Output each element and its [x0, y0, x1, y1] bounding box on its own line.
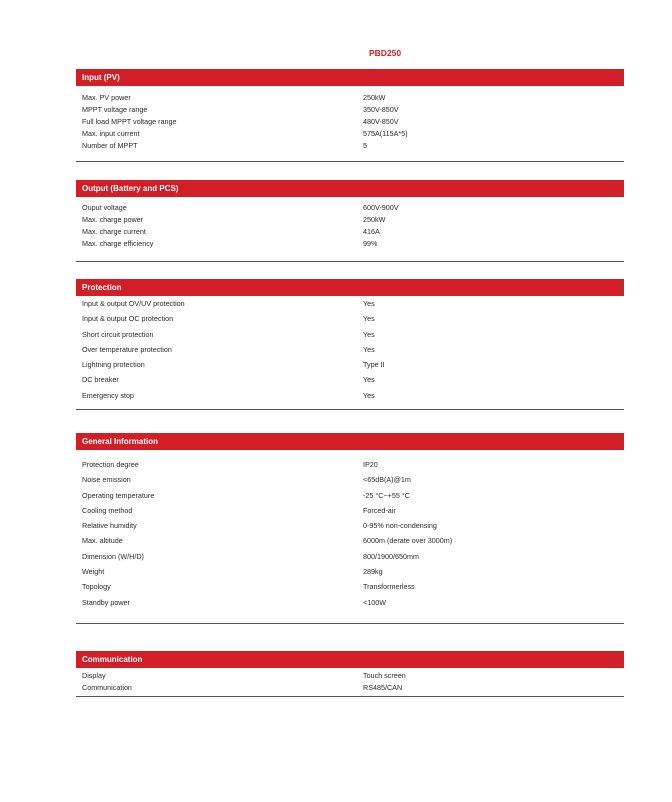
- spec-label: Full load MPPT voltage range: [82, 117, 177, 126]
- spec-row: [76, 533, 624, 548]
- spec-row: [76, 104, 624, 116]
- spec-table: [76, 197, 624, 262]
- spec-label: Max. charge power: [82, 215, 144, 224]
- spec-table: [76, 296, 624, 410]
- section-title: Communication: [76, 651, 624, 668]
- spec-label: Number of MPPT: [82, 141, 138, 150]
- spec-value: 416A: [363, 227, 380, 236]
- section-title: Input (PV): [76, 69, 624, 86]
- spec-row: [76, 564, 624, 579]
- spec-row: [76, 503, 624, 518]
- spec-label: Standby power: [82, 597, 130, 607]
- spec-value: Yes: [363, 344, 375, 354]
- spec-value: Yes: [363, 329, 375, 339]
- spec-value: 99%: [363, 239, 378, 248]
- spec-value: -25 °C~+55 °C: [363, 490, 410, 500]
- spec-value: 350V-850V: [363, 105, 399, 114]
- spec-value: Yes: [363, 390, 375, 400]
- spec-row: [76, 226, 624, 238]
- spec-row: [76, 595, 624, 610]
- model-name: PBD250: [369, 48, 402, 58]
- spec-row: [76, 682, 624, 694]
- section-general-information: [76, 433, 624, 624]
- spec-value: Touch screen: [363, 671, 406, 680]
- spec-value: 250kW: [363, 93, 386, 102]
- spec-row: [76, 92, 624, 104]
- spec-label: Lightning protection: [82, 360, 145, 370]
- spec-label: Max. input current: [82, 129, 140, 138]
- spec-label: Max. charge current: [82, 227, 146, 236]
- spec-label: Input & output OC protection: [82, 314, 174, 324]
- spec-label: DC breaker: [82, 375, 119, 385]
- spec-table: [76, 668, 624, 697]
- spec-row: [76, 357, 624, 372]
- spec-label: Max. charge efficiency: [82, 239, 154, 248]
- spec-row: [76, 327, 624, 342]
- spec-row: [76, 202, 624, 214]
- spec-label: MPPT voltage range: [82, 105, 148, 114]
- spec-label: Weight: [82, 567, 105, 577]
- spec-label: Relative humidity: [82, 521, 137, 531]
- section-input-pv: [76, 69, 624, 162]
- spec-label: Max. PV power: [82, 93, 131, 102]
- spec-value: 250kW: [363, 215, 386, 224]
- spec-row: [76, 488, 624, 503]
- spec-label: Operating temperature: [82, 490, 155, 500]
- spec-row: [76, 311, 624, 326]
- spec-value: RS485/CAN: [363, 683, 403, 692]
- spec-row: [76, 140, 624, 152]
- spec-label: Display: [82, 671, 106, 680]
- spec-label: Over temperature protection: [82, 344, 172, 354]
- spec-row: [76, 457, 624, 472]
- spec-value: 480V-850V: [363, 117, 399, 126]
- spec-row: [76, 342, 624, 357]
- spec-value: 289kg: [363, 567, 383, 577]
- spec-label: Dimension (W/H/D): [82, 551, 144, 561]
- spec-label: Ouput voltage: [82, 203, 127, 212]
- spec-label: Short circuit protection: [82, 329, 154, 339]
- spec-value: Yes: [363, 299, 375, 308]
- spec-row: [76, 388, 624, 403]
- spec-label: Protection degree: [82, 460, 139, 469]
- spec-value: Yes: [363, 375, 375, 385]
- spec-label: Communication: [82, 683, 132, 692]
- spec-row: [76, 472, 624, 487]
- spec-value: IP20: [363, 460, 378, 469]
- spec-row: [76, 214, 624, 226]
- spec-row: [76, 579, 624, 594]
- spec-label: Topology: [82, 582, 111, 592]
- spec-label: Max. altitude: [82, 536, 123, 546]
- spec-row: [76, 128, 624, 140]
- spec-value: 575A(115A*5): [363, 129, 408, 138]
- spec-row: [76, 116, 624, 128]
- spec-value: Transformerless: [363, 582, 415, 592]
- spec-value: Yes: [363, 314, 375, 324]
- spec-value: 800/1900/650mm: [363, 551, 419, 561]
- section-communication: [76, 651, 624, 697]
- spec-value: Type II: [363, 360, 385, 370]
- section-title: Protection: [76, 279, 624, 296]
- spec-row: [76, 296, 624, 311]
- spec-value: 0-95% non-condensing: [363, 521, 437, 531]
- section-protection: [76, 279, 624, 410]
- spec-value: 600V-900V: [363, 203, 399, 212]
- spec-table: [76, 86, 624, 162]
- spec-value: <100W: [363, 597, 386, 607]
- section-output-battery-pcs: [76, 180, 624, 262]
- section-title: Output (Battery and PCS): [76, 180, 624, 197]
- spec-label: Input & output OV/UV protection: [82, 299, 185, 308]
- spec-value: 5: [363, 141, 367, 150]
- spec-label: Cooling method: [82, 505, 133, 515]
- spec-label: Noise emission: [82, 475, 131, 485]
- spec-value: <65dB(A)@1m: [363, 475, 411, 485]
- spec-row: [76, 518, 624, 533]
- spec-row: [76, 549, 624, 564]
- spec-table: [76, 450, 624, 624]
- spec-row: [76, 670, 624, 682]
- spec-value: Forced-air: [363, 505, 396, 515]
- spec-value: 6000m (derate over 3000m): [363, 536, 453, 546]
- section-title: General Information: [76, 433, 624, 450]
- spec-row: [76, 372, 624, 387]
- spec-label: Emergency stop: [82, 390, 134, 400]
- spec-row: [76, 238, 624, 250]
